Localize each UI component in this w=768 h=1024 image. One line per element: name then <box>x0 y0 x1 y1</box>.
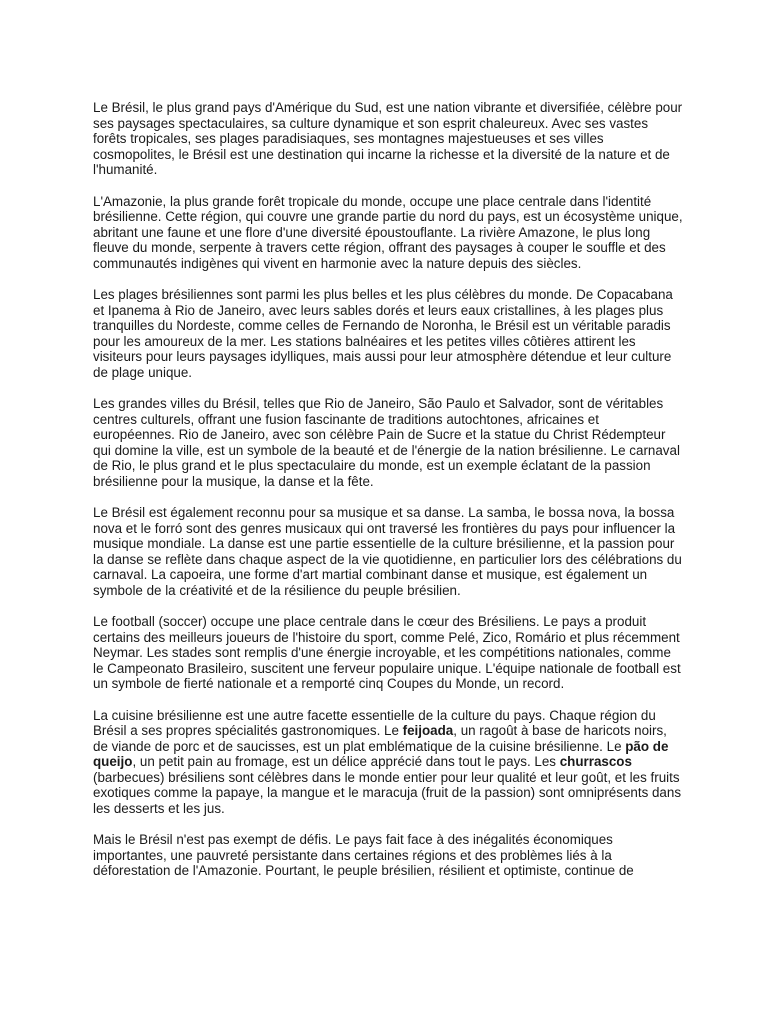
paragraph-text: La cuisine brésilienne est une autre facette essentielle de la culture du pays. Chaque région du Brésil a ses propres spécialités gastronomiques. Le <box>93 707 656 738</box>
paragraph-text: Le Brésil est également reconnu pour sa musique et sa danse. La samba, le bossa nova, la bossa nova et le forró sont des genres musicaux qui ont traversé les frontières du pays pour influencer la musique mondiale. La danse est une partie essentielle de la culture brésilienne, et la passion pour la danse se reflète dans chaque aspect de la vie quotidienne, en particulier lors des célébrations du carnaval. La capoeira, une forme d'art martial combinant danse et musique, est également un symbole de la créativité et de la résilience du peuple brésilien. <box>93 505 682 598</box>
paragraph-intro <box>93 100 683 178</box>
paragraph-text: , un petit pain au fromage, est un délice apprécié dans tout le pays. Les <box>132 754 560 769</box>
paragraph-cuisine <box>93 708 683 817</box>
paragraph-amazonie <box>93 194 683 272</box>
bold-term-feijoada: feijoada <box>402 723 454 738</box>
paragraph-plages <box>93 287 683 380</box>
paragraph-football <box>93 614 683 692</box>
paragraph-musique <box>93 505 683 598</box>
paragraph-defis <box>93 832 683 879</box>
paragraph-text: L'Amazonie, la plus grande forêt tropicale du monde, occupe une place centrale dans l'identité brésilienne. Cette région, qui couvre une grande partie du nord du pays, est un écosystème unique, abritant une faune et une flore d'une diversité époustouflante. La rivière Amazone, le plus long fleuve du monde, serpente à travers cette région, offrant des paysages à couper le souffle et des communautés indigènes qui vivent en harmonie avec la nature depuis des siècles. <box>93 193 683 271</box>
paragraph-text: Le Brésil, le plus grand pays d'Amérique du Sud, est une nation vibrante et diversifiée, célèbre pour ses paysages spectaculaires, sa culture dynamique et son esprit chaleureux. Avec ses vastes forêts tropicales, ses plages paradisiaques, ses montagnes majestueuses et ses villes cosmopolites, le Brésil est une destination qui incarne la richesse et la diversité de la nature et de l'humanité. <box>93 100 683 177</box>
paragraph-text: Les grandes villes du Brésil, telles que Rio de Janeiro, São Paulo et Salvador, sont de véritables centres culturels, offrant une fusion fascinante de traditions autochtones, africaines et européennes. Rio de Janeiro, avec son célèbre Pain de Sucre et la statue du Christ Rédempteur qui domine la ville, est un symbole de la beauté et de l'énergie de la nation brésilienne. Le carnaval de Rio, le plus grand et le plus spectaculaire du monde, est un exemple éclatant de la passion brésilienne pour la musique, la danse et la fête. <box>93 396 680 489</box>
paragraph-text: Les plages brésiliennes sont parmi les plus belles et les plus célèbres du monde. De Copacabana et Ipanema à Rio de Janeiro, avec leurs sables dorés et leurs eaux cristallines, à les plages plus tranquilles du Nordeste, comme celles de Fernando de Noronha, le Brésil est un véritable paradis pour les amoureux de la mer. Les stations balnéaires et les petites villes côtières attirent les visiteurs pour leurs paysages idylliques, mais aussi pour leur atmosphère détendue et leur culture de plage unique. <box>93 287 673 380</box>
paragraph-villes <box>93 396 683 489</box>
paragraph-text: Mais le Brésil n'est pas exempt de défis. Le pays fait face à des inégalités économiques importantes, une pauvreté persistante dans certaines régions et des problèmes liés à la déforestation de l'Amazonie. Pourtant, le peuple brésilien, résilient et optimiste, continue de <box>93 832 634 878</box>
bold-term-churrascos: churrascos <box>559 754 632 769</box>
bold-term-pao-de-queijo: pão de queijo <box>93 738 669 769</box>
paragraph-text: (barbecues) brésiliens sont célèbres dans le monde entier pour leur qualité et leur goût, et les fruits exotiques comme la papaye, la mangue et le maracuja (fruit de la passion) sont omniprésents dans les desserts et les jus. <box>93 769 682 816</box>
paragraph-text: Le football (soccer) occupe une place centrale dans le cœur des Brésiliens. Le pays a produit certains des meilleurs joueurs de l'histoire du sport, comme Pelé, Zico, Romário et plus récemment Neymar. Les stades sont remplis d'une énergie incroyable, et les compétitions nationales, comme le Campeonato Brasileiro, suscitent une ferveur populaire unique. L'équipe nationale de football est un symbole de fierté nationale et a remporté cinq Coupes du Monde, un record. <box>93 614 681 691</box>
document-body <box>93 100 683 895</box>
paragraph-text: , un ragoût à base de haricots noirs, de viande de porc et de saucisses, est un plat emblématique de la cuisine brésilienne. Le <box>93 723 667 754</box>
